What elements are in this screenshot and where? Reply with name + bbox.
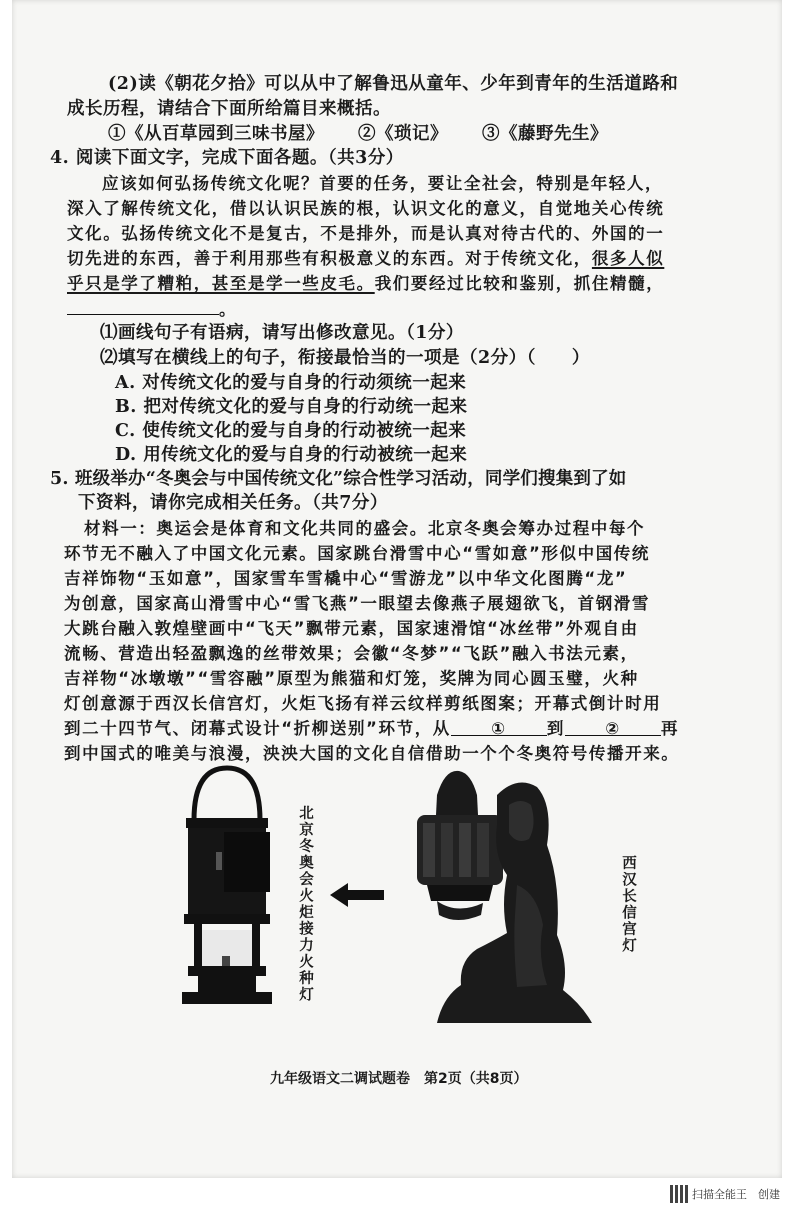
q3-item-3: ③《藤野先生》 <box>482 124 608 144</box>
q4-para-line5: 乎只是学了糟粕，甚至是学一些皮毛。我们要经过比较和鉴别，抓住精髓， <box>67 274 665 293</box>
q3-part2-line1: (2)读《朝花夕拾》可以从中了解鲁迅从童年、少年到青年的生活道路和 <box>108 74 679 94</box>
q5-material-line1: 材料一：奥运会是体育和文化共同的盛会。北京冬奥会筹办过程中每个 <box>84 519 646 538</box>
q4-sub2: ⑵填写在横线上的句子，衔接最恰当的一项是（2分）（ ） <box>100 348 590 368</box>
q5-title-line1: 5. 班级举办“冬奥会与中国传统文化”综合性学习活动，同学们搜集到了如 <box>50 469 627 489</box>
q5-title-line2: 下资料，请你完成相关任务。（共7分） <box>78 493 388 513</box>
q4-sub1: ⑴画线句子有语病，请写出修改意见。（1分） <box>100 323 464 343</box>
q5-material-line2: 环节无不融入了中国文化元素。国家跳台滑雪中心“雪如意”形似中国传统 <box>64 544 650 563</box>
q4-para-line2: 深入了解传统文化，借以认识民族的根，认识文化的意义，自觉地关心传统 <box>67 199 665 218</box>
q3-item-2: ②《琐记》 <box>358 124 448 144</box>
q4-para-line6: 。 <box>67 296 237 322</box>
olympic-flame-lantern-image <box>172 760 282 1020</box>
scanner-watermark: 扫描全能王 创建 <box>670 1185 780 1203</box>
q3-part2-line2: 成长历程，请结合下面所给篇目来概括。 <box>67 99 391 119</box>
q5-material-line10: 到中国式的唯美与浪漫，泱泱大国的文化自信借助一个个冬奥符号传播开来。 <box>64 744 680 763</box>
q4-para-line1: 应该如何弘扬传统文化呢？首要的任务，要让全社会，特别是年轻人， <box>102 174 664 193</box>
exam-page <box>12 0 782 1178</box>
q4-underlined-sentence-a: 很多人似 <box>591 249 665 268</box>
q5-material-line8: 灯创意源于西汉长信宫灯，火炬飞扬有祥云纹样剪纸图案；开幕式倒计时用 <box>64 694 662 713</box>
q3-item-1: ①《从百草园到三味书屋》 <box>108 124 324 144</box>
q5-blank-1[interactable]: ① <box>451 717 547 736</box>
qr-code-icon <box>670 1185 688 1203</box>
right-image-caption: 西汉长信宫灯 <box>620 855 636 954</box>
q4-fill-blank[interactable] <box>67 296 219 315</box>
q5-blank-2[interactable]: ② <box>565 717 661 736</box>
q4-underlined-sentence-b: 乎只是学了糟粕，甚至是学一些皮毛。 <box>67 274 375 293</box>
q5-material-line4: 为创意，国家高山滑雪中心“雪飞燕”一眼望去像燕子展翅欲飞，首钢滑雪 <box>64 594 650 613</box>
q4-option-b: B. 把对传统文化的爱与自身的行动统一起来 <box>115 397 468 417</box>
q4-para-line4: 切先进的东西，善于利用那些有积极意义的东西。对于传统文化，很多人似 <box>67 249 665 268</box>
arrow-left-icon <box>330 880 386 910</box>
q5-material-line9: 到二十四节气、闭幕式设计“折柳送别”环节，从 ① 到 ② 再 <box>64 719 680 738</box>
q4-option-d: D. 用传统文化的爱与自身的行动被统一起来 <box>115 445 468 465</box>
q5-material-line7: 吉祥物“冰墩墩”“雪容融”原型为熊猫和灯笼，奖牌为同心圆玉璧，火种 <box>64 669 639 688</box>
q5-material-line6: 流畅、营造出轻盈飘逸的丝带效果；会徽“冬梦”“飞跃”融入书法元素， <box>64 644 639 663</box>
q4-title: 4. 阅读下面文字，完成下面各题。（共3分） <box>50 148 404 168</box>
q4-option-a: A. 对传统文化的爱与自身的行动须统一起来 <box>115 373 467 393</box>
q5-material-line3: 吉祥饰物“玉如意”，国家雪车雪橇中心“雪游龙”以中华文化图腾“龙” <box>64 569 628 588</box>
page-footer: 九年级语文二调试题卷 第2页（共8页） <box>270 1071 528 1087</box>
q4-para-line3: 文化。弘扬传统文化不是复古，不是排外，而是认真对待古代的、外国的一 <box>67 224 665 243</box>
q5-material-line5: 大跳台融入敦煌壁画中“飞天”飘带元素，国家速滑馆“冰丝带”外观自由 <box>64 619 639 638</box>
q4-option-c: C. 使传统文化的爱与自身的行动被统一起来 <box>115 421 467 441</box>
left-image-caption: 北京冬奥会火炬接力火种灯 <box>297 805 313 1003</box>
changxin-palace-lamp-image <box>397 765 597 1035</box>
